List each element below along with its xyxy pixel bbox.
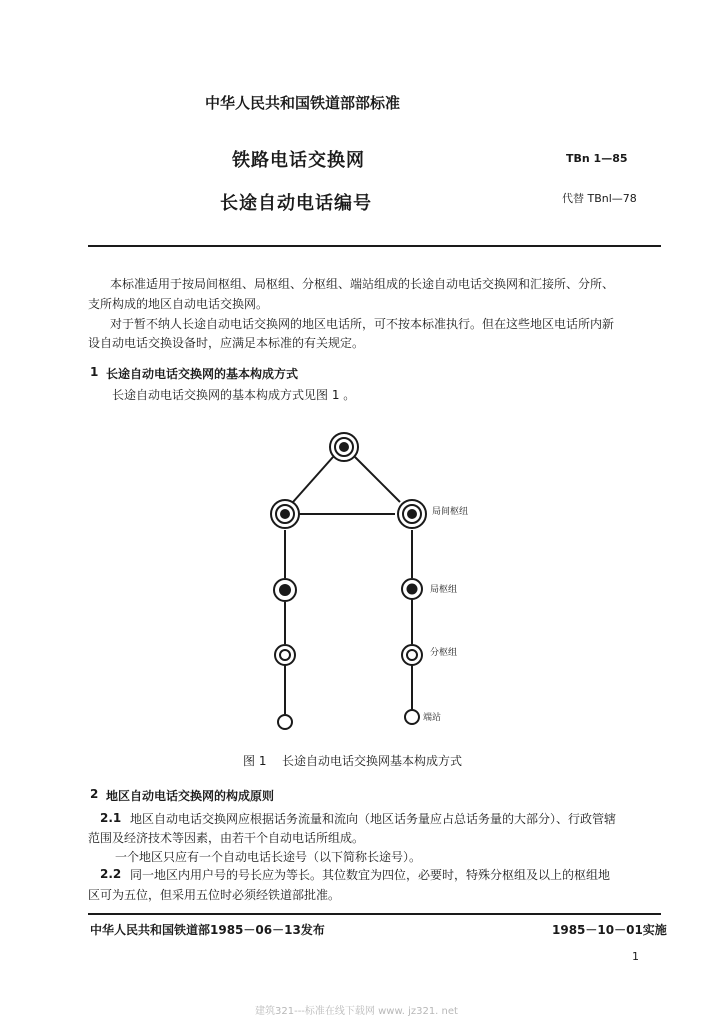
watermark: 建筑321---标准在线下载网 www. jz321. net [255,1006,458,1017]
clause-2-1-number: 2.1 [100,811,122,825]
label-sub-hub: 分枢组 [430,648,458,658]
inter-office-hub-top [330,433,358,461]
standard-number: TBn 1—85 [566,152,628,165]
clause-2-2-line2: 区可为五位，但采用五位时必须经铁道部批准。 [88,888,341,902]
link-top-left [293,457,333,502]
replaces-standard: 代替 TBnl—78 [562,192,637,205]
label-office-hub: 局枢组 [430,585,458,595]
sub-hub-right [402,645,422,665]
title-line-2: 长途自动电话编号 [220,193,372,214]
page-number: 1 [632,950,639,963]
end-station-left [278,715,292,729]
label-end-station: 端站 [423,713,442,723]
clause-2-2-number: 2.2 [100,867,122,881]
section-1-title: 长途自动电话交换网的基本构成方式 [106,367,299,381]
section-1-text: 长途自动电话交换网的基本构成方式见图 1 。 [112,388,356,402]
intro-p2-line1: 对于暂不纳人长途自动电话交换网的地区电话所，可不按本标准执行。但在这些地区电话所内新 [110,317,615,331]
section-2-title: 地区自动电话交换网的构成原则 [106,789,275,803]
clause-2-1-line3: 一个地区只应有一个自动电话长途号（以下简称长途号）。 [115,850,422,864]
section-1-number: 1 [90,365,99,379]
issued-date: 中华人民共和国铁道部1985－06－13发布 [90,923,325,937]
clause-2-1-line1: 地区自动电话交换网应根据话务流量和流向（地区话务量应占总话务量的大部分）、行政管辖 [130,812,617,826]
intro-p1-line2: 支所构成的地区自动电话交换网。 [88,297,269,311]
issuing-agency: 中华人民共和国铁道部部标准 [205,94,401,112]
footer-rule [88,913,661,915]
figure-caption-number: 图 1 [243,754,267,768]
inter-office-hub-right [398,500,426,528]
clause-2-1-line2: 范围及经济技术等因素，由若干个自动电话所组成。 [88,831,365,845]
link-top-right [355,457,400,502]
title-line-1: 铁路电话交换网 [232,150,365,171]
network-diagram [255,422,495,742]
intro-p2-line2: 设自动电话交换设备时，应满足本标准的有关规定。 [88,336,365,350]
office-hub-right [402,579,422,599]
section-2-number: 2 [90,787,99,801]
clause-2-2-line1: 同一地区内用户号的号长应为等长。其位数宜为四位，必要时，特殊分枢组及以上的枢组地 [130,868,611,882]
office-hub-left [274,579,296,601]
sub-hub-left [275,645,295,665]
end-station-right [405,710,419,724]
inter-office-hub-left [271,500,299,528]
effective-date: 1985－10－01实施 [552,923,667,937]
label-inter-office-hub: 局间枢纽 [432,507,469,517]
header-rule [88,245,661,247]
intro-p1-line1: 本标准适用于按局间枢组、局枢组、分枢组、端站组成的长途自动电话交换网和汇接所、分所、 [110,277,615,291]
figure-caption-text: 长途自动电话交换网基本构成方式 [282,754,463,768]
